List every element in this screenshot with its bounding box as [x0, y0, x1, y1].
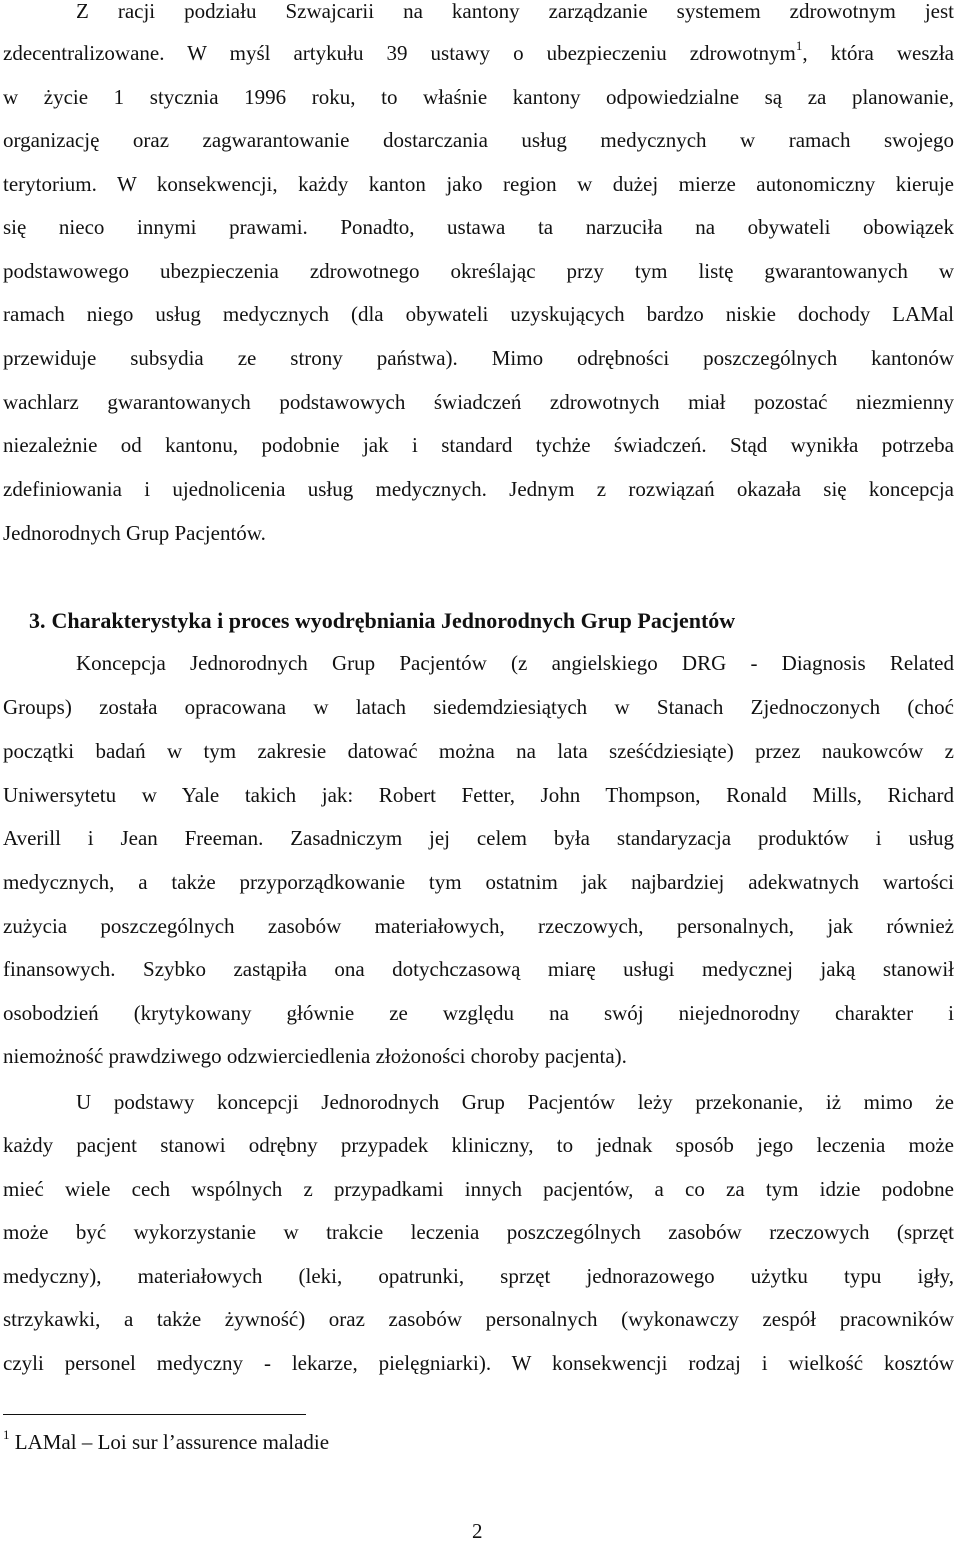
footnote-reference: 1	[795, 38, 803, 53]
text-line: U podstawy koncepcji Jednorodnych Grup Pacjentów leży przekonanie, iż mimo że	[76, 1090, 954, 1114]
text-line: Koncepcja Jednorodnych Grup Pacjentów (z angielskiego DRG - Diagnosis Related	[76, 651, 954, 675]
text-line: zdefiniowania i ujednolicenia usług medycznych. Jednym z rozwiązań okazała się koncepcja	[3, 477, 954, 501]
section-number: 3.	[29, 608, 46, 633]
text-line: czyli personel medyczny - lekarze, pielęgniarki). W konsekwencji rodzaj i wielkość kosztów	[3, 1351, 954, 1375]
text-line: się nieco innymi prawami. Ponadto, ustawa ta narzuciła na obywateli obowiązek	[3, 215, 954, 239]
section-title: Charakterystyka i proces wyodrębniania Jednorodnych Grup Pacjentów	[51, 608, 736, 633]
text-line: Jednorodnych Grup Pacjentów.	[3, 521, 266, 545]
text-line: podstawowego ubezpieczenia zdrowotnego określając przy tym listę gwarantowanych w	[3, 259, 954, 283]
text-line: Uniwersytetu w Yale takich jak: Robert Fetter, John Thompson, Ronald Mills, Richard	[3, 783, 954, 807]
section-heading	[29, 607, 735, 635]
text-span: , która weszła	[802, 41, 954, 65]
footnote-text: LAMal – Loi sur l’assurence maladie	[9, 1430, 330, 1454]
text-line: ramach niego usług medycznych (dla obywateli uzyskujących bardzo niskie dochody LAMal	[3, 302, 954, 326]
text-line: w życie 1 stycznia 1996 roku, to właśnie kantony odpowiedzialne są za planowanie,	[3, 85, 954, 109]
footnote-marker: 1	[3, 1427, 10, 1442]
text-line: niemożność prawdziwego odzwierciedlenia złożoności choroby pacjenta).	[3, 1044, 627, 1068]
text-line: każdy pacjent stanowi odrębny przypadek kliniczny, to jednak sposób jego leczenia może	[3, 1133, 954, 1157]
text-line: Groups) została opracowana w latach siedemdziesiątych w Stanach Zjednoczonych (choć	[3, 695, 954, 719]
text-line: zużycia poszczególnych zasobów materiałowych, rzeczowych, personalnych, jak również	[3, 914, 954, 938]
text-line: mieć wiele cech wspólnych z przypadkami innych pacjentów, a co za tym idzie podobne	[3, 1177, 954, 1201]
text-line: może być wykorzystanie w trakcie leczenia poszczególnych zasobów rzeczowych (sprzęt	[3, 1220, 954, 1244]
text-line: początki badań w tym zakresie datować można na lata sześćdziesiąte) przez naukowców z	[3, 739, 954, 763]
footnote-separator	[3, 1414, 306, 1415]
text-line: wachlarz gwarantowanych podstawowych świadczeń zdrowotnych miał pozostać niezmienny	[3, 390, 954, 414]
text-line: osobodzień (krytykowany głównie ze względu na swój niejednorodny charakter i	[3, 1001, 954, 1025]
footnote	[3, 1428, 329, 1456]
text-line: strzykawki, a także żywność) oraz zasobów personalnych (wykonawczy zespół pracowników	[3, 1307, 954, 1331]
text-line: medyczny), materiałowych (leki, opatrunki, sprzęt jednorazowego użytku typu igły,	[3, 1264, 954, 1288]
text-line: medycznych, a także przyporządkowanie tym ostatnim jak najbardziej adekwatnych wartości	[3, 870, 954, 894]
text-line: organizację oraz zagwarantowanie dostarczania usług medycznych w ramach swojego	[3, 128, 954, 152]
text-line: terytorium. W konsekwencji, każdy kanton jako region w dużej mierze autonomiczny kieruje	[3, 172, 954, 196]
page-number: 2	[472, 1519, 483, 1543]
text-line	[3, 40, 954, 66]
text-line: finansowych. Szybko zastąpiła ona dotychczasową miarę usługi medycznej jaką stanowił	[3, 957, 954, 981]
text-line: Z racji podziału Szwajcarii na kantony zarządzanie systemem zdrowotnym jest	[76, 0, 954, 23]
text-line: Averill i Jean Freeman. Zasadniczym jej celem była standaryzacja produktów i usług	[3, 826, 954, 850]
text-line: niezależnie od kantonu, podobnie jak i standard tychże świadczeń. Stąd wynikła potrzeba	[3, 433, 954, 457]
text-span: zdecentralizowane. W myśl artykułu 39 ustawy o ubezpieczeniu zdrowotnym	[3, 41, 796, 65]
text-line: przewiduje subsydia ze strony państwa). Mimo odrębności poszczególnych kantonów	[3, 346, 954, 370]
